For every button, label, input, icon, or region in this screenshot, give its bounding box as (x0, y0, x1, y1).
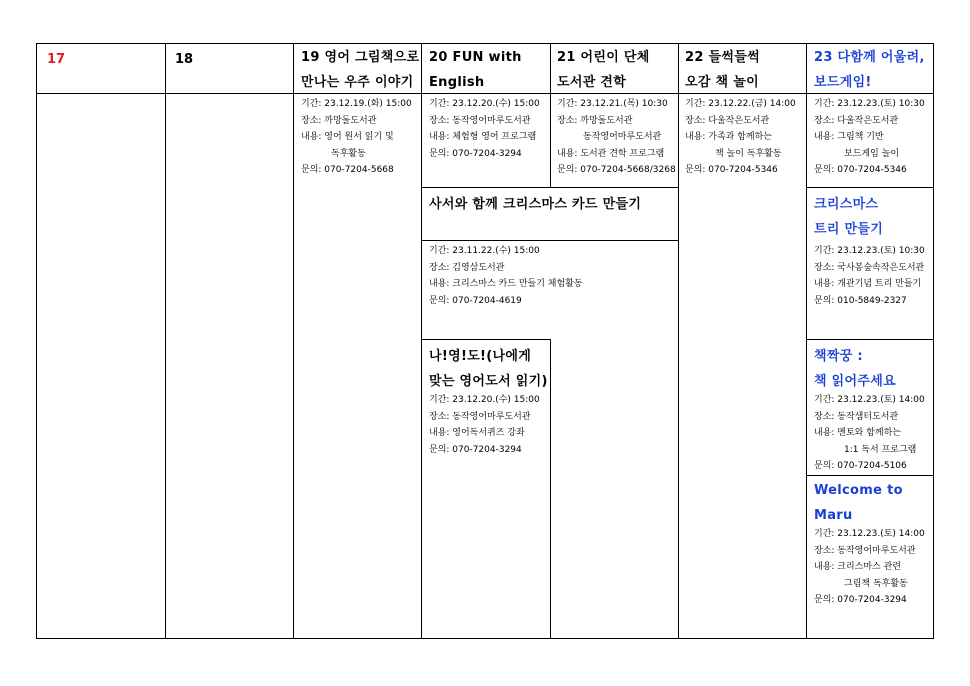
day-18-number: 18 (175, 52, 194, 67)
event-title-book-buddy[interactable]: 책짝꿍 : 책 읽어주세요 (814, 349, 896, 389)
row-divider (806, 475, 933, 476)
column-divider (550, 44, 551, 187)
event-title-day19[interactable]: 19 영어 그림책으로 만나는 우주 이야기 (301, 50, 420, 90)
calendar-week-grid (36, 43, 934, 639)
event-info-day23-boardgame: 기간: 23.12.23.(토) 10:30 장소: 다울작은도서관 내용: 그림책 기반 보드게임 놀이 문의: 070-7204-5346 (814, 99, 925, 175)
column-divider (421, 44, 422, 638)
event-title-welcome-maru[interactable]: Welcome to Maru (814, 483, 903, 523)
row-divider (421, 187, 678, 188)
row-divider (806, 339, 933, 340)
event-title-english-reading[interactable]: 나!영!도!(나에게 맞는 영어도서 읽기) (429, 349, 548, 389)
column-divider (678, 44, 679, 638)
row-divider (421, 339, 550, 340)
row-divider (806, 187, 933, 188)
event-title-christmas-tree[interactable]: 크리스마스 트리 만들기 (814, 197, 884, 237)
event-info-day20: 기간: 23.12.20.(수) 15:00 장소: 동작영어마루도서관 내용: 체험형 영어 프로그램 문의: 070-7204-3294 (429, 99, 540, 159)
event-info-book-buddy: 기간: 23.12.23.(토) 14:00 장소: 동작샘터도서관 내용: 멘토와 함께하는 1:1 독서 프로그램 문의: 070-7204-5106 (814, 395, 925, 471)
event-title-day22[interactable]: 22 들썩들썩 오감 책 놀이 (685, 50, 760, 90)
column-divider (806, 44, 807, 638)
event-title-day23-boardgame[interactable]: 23 다함께 어울려, 보드게임! (814, 50, 925, 90)
event-info-day22: 기간: 23.12.22.(금) 14:00 장소: 다울작은도서관 내용: 가족과 함께하는 책 놀이 독후활동 문의: 070-7204-5346 (685, 99, 796, 175)
event-info-day19: 기간: 23.12.19.(화) 15:00 장소: 까망돌도서관 내용: 영어 원서 읽기 및 독후활동 문의: 070-7204-5668 (301, 99, 412, 175)
column-divider (550, 339, 551, 638)
row-divider (421, 240, 678, 241)
event-info-welcome-maru: 기간: 23.12.23.(토) 14:00 장소: 동작영어마루도서관 내용: 크리스마스 관련 그림책 독후활동 문의: 070-7204-3294 (814, 529, 925, 605)
event-info-day21: 기간: 23.12.21.(목) 10:30 장소: 까망돌도서관 동작영어마루도서관 내용: 도서관 견학 프로그램 문의: 070-7204-5668/3268 (557, 99, 676, 175)
column-divider (165, 44, 166, 638)
column-divider (293, 44, 294, 638)
event-info-christmas-tree: 기간: 23.12.23.(토) 10:30 장소: 국사봉숲속작은도서관 내용: 개관기념 트리 만들기 문의: 010-5849-2327 (814, 246, 925, 306)
event-title-day21[interactable]: 21 어린이 단체 도서관 견학 (557, 50, 650, 90)
event-title-day20[interactable]: 20 FUN with English (429, 50, 522, 90)
event-title-christmas-card[interactable]: 사서와 함께 크리스마스 카드 만들기 (429, 197, 642, 212)
event-info-english-reading: 기간: 23.12.20.(수) 15:00 장소: 동작영어마루도서관 내용: 영어독서퀴즈 강좌 문의: 070-7204-3294 (429, 395, 540, 455)
event-info-christmas-card: 기간: 23.11.22.(수) 15:00 장소: 김영삼도서관 내용: 크리스마스 카드 만들기 체험활동 문의: 070-7204-4619 (429, 246, 583, 306)
day-17-number: 17 (47, 52, 66, 67)
